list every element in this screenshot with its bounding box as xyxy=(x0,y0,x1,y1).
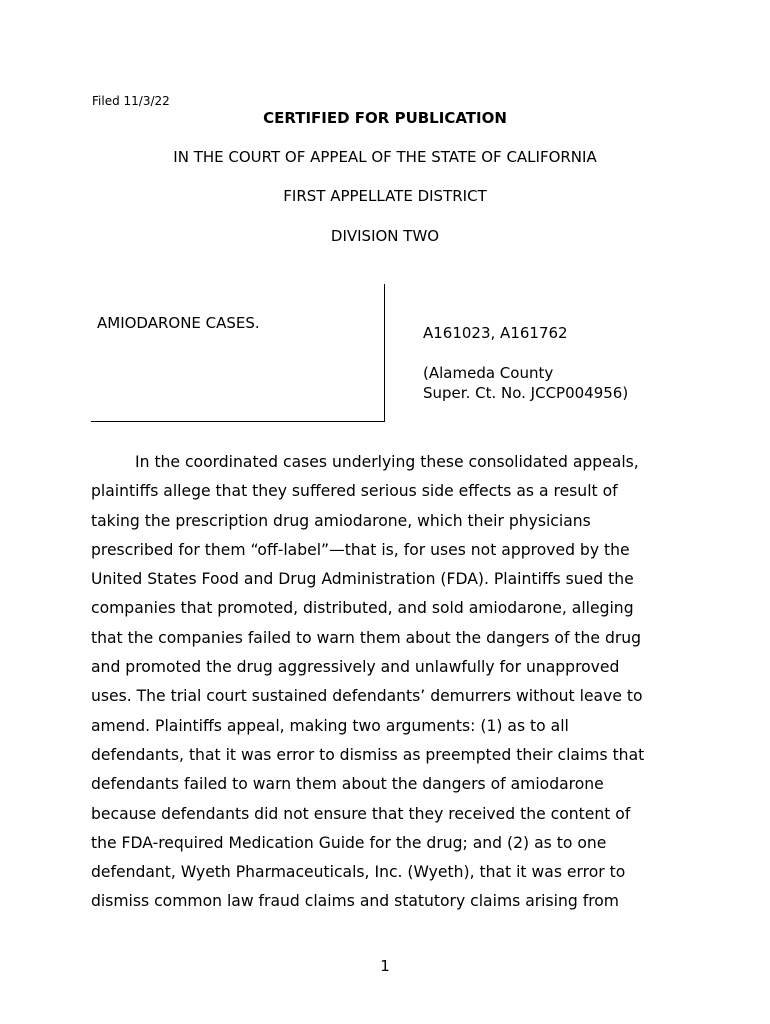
body-line: because defendants did not ensure that they received the content of xyxy=(91,804,631,823)
caption-vertical-divider xyxy=(384,284,385,422)
case-numbers: A161023, A161762 xyxy=(423,324,568,342)
body-line: defendant, Wyeth Pharmaceuticals, Inc. (Wyeth), that it was error to xyxy=(91,863,626,882)
county-info xyxy=(423,363,628,403)
county-line-1: (Alameda County xyxy=(423,364,554,382)
body-line: companies that promoted, distributed, and sold amiodarone, alleging xyxy=(91,599,634,618)
district-name: FIRST APPELLATE DISTRICT xyxy=(283,187,487,205)
division-name: DIVISION TWO xyxy=(330,227,440,245)
certification-heading: CERTIFIED FOR PUBLICATION xyxy=(263,109,507,127)
page-number: 1 xyxy=(380,957,390,975)
body-line: and promoted the drug aggressively and unlawfully for unapproved xyxy=(91,658,620,677)
body-line: the FDA-required Medication Guide for the drug; and (2) as to one xyxy=(91,833,607,852)
body-line: In the coordinated cases underlying these consolidated appeals, xyxy=(135,453,639,471)
body-line: uses. The trial court sustained defendants’ demurrers without leave to xyxy=(91,687,643,706)
body-line: dismiss common law fraud claims and statutory claims arising from xyxy=(91,892,620,911)
body-line: prescribed for them “off-label”—that is, for uses not approved by the xyxy=(91,540,630,559)
body-line: defendants, that it was error to dismiss as preempted their claims that xyxy=(91,745,645,764)
body-line: plaintiffs allege that they suffered serious side effects as a result of xyxy=(91,482,618,501)
body-line: taking the prescription drug amiodarone, which their physicians xyxy=(91,511,591,530)
opinion-body xyxy=(91,448,686,917)
body-line: United States Food and Drug Administration (FDA). Plaintiffs sued the xyxy=(91,570,634,589)
county-line-2: Super. Ct. No. JCCP004956) xyxy=(423,384,629,402)
body-line: that the companies failed to warn them about the dangers of the drug xyxy=(91,628,642,647)
case-title: AMIODARONE CASES. xyxy=(97,314,260,332)
body-line: amend. Plaintiffs appeal, making two arguments: (1) as to all xyxy=(91,716,569,735)
caption-horizontal-divider xyxy=(91,421,385,422)
filed-date: Filed 11/3/22 xyxy=(92,94,170,108)
court-name: IN THE COURT OF APPEAL OF THE STATE OF CALIFORNIA xyxy=(173,148,597,166)
body-line: defendants failed to warn them about the dangers of amiodarone xyxy=(91,775,604,794)
